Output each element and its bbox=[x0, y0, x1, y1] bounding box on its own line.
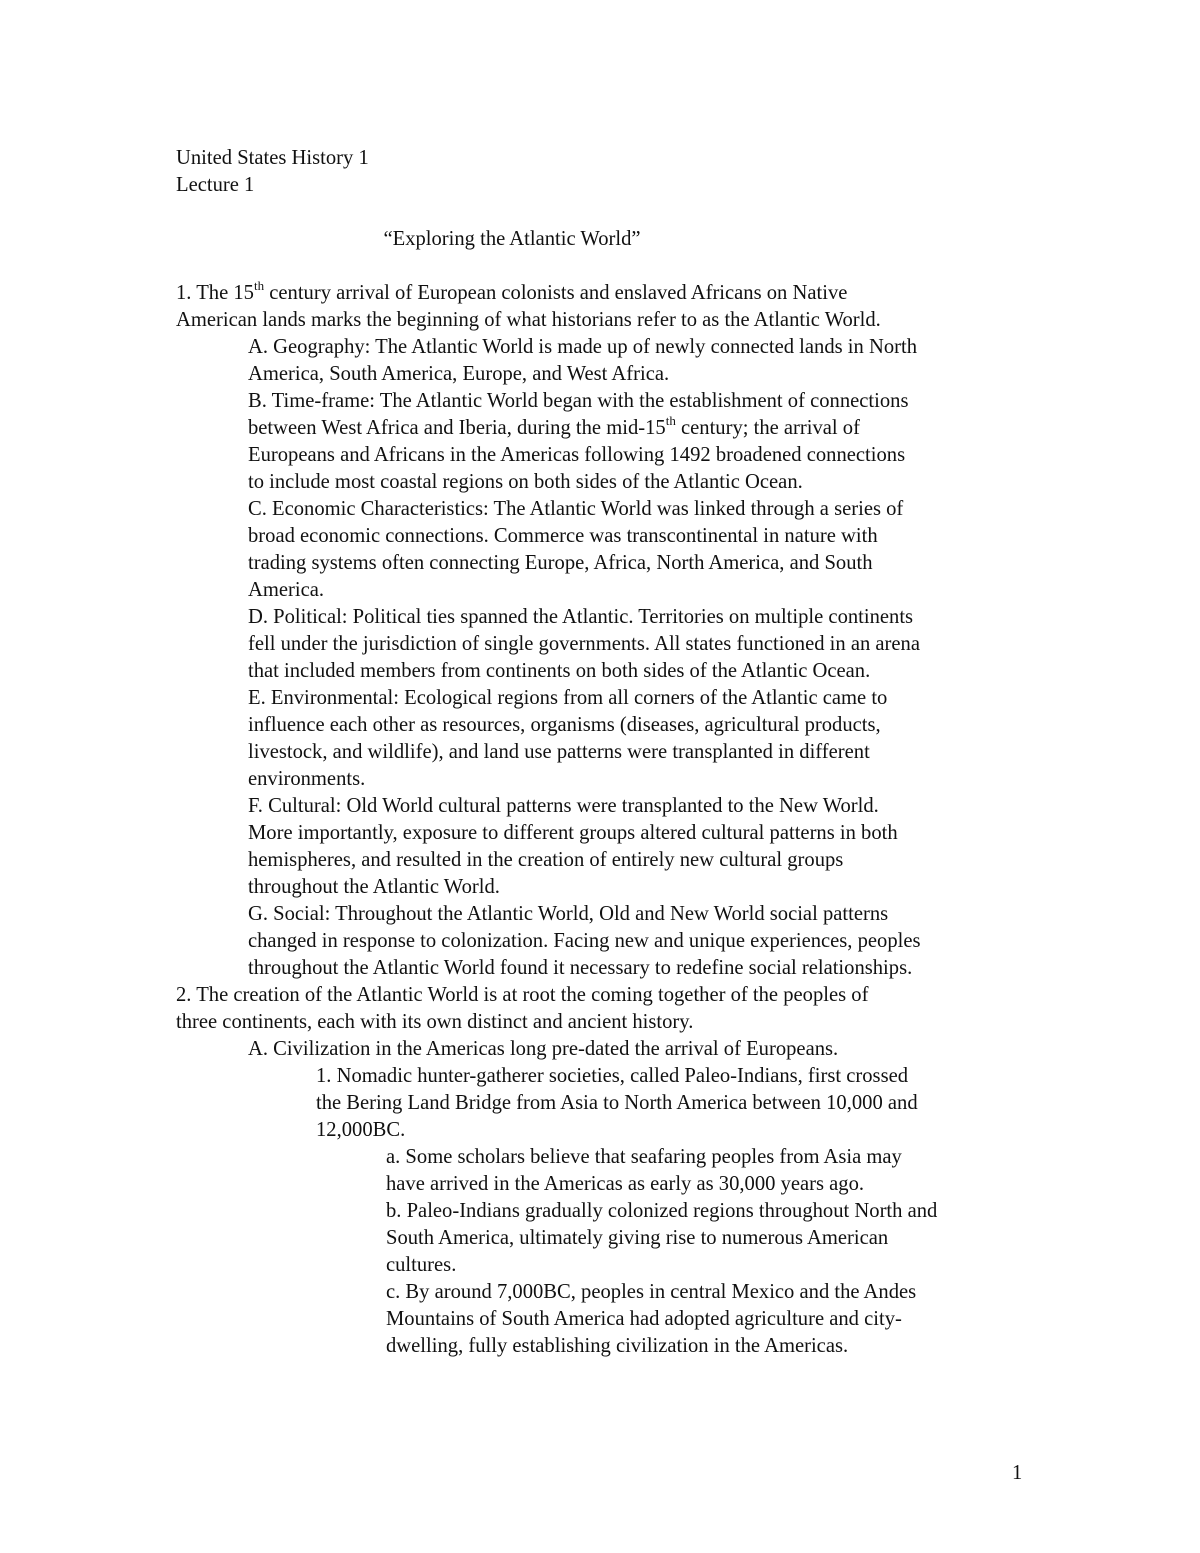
point-2-a-1-c-agriculture: c. By around 7,000BC, peoples in central Mexico and the Andes Mountains of South America had adopted agriculture and city- dwelling, fully establishing civilization in the Americas. bbox=[386, 1281, 917, 1357]
course-title: United States History 1 bbox=[176, 147, 369, 169]
point-1-f-cultural: F. Cultural: Old World cultural patterns were transplanted to the New World. More importantly, exposure to different groups altered cultural patterns in both hemispheres, and resulted in the creation of entirely new cultural groups throughout the Atlantic World. bbox=[248, 795, 898, 898]
point-2-a-1-paleo-indians: 1. Nomadic hunter-gatherer societies, called Paleo-Indians, first crossed the Bering Land Bridge from Asia to North America between 10,000 and 12,000BC. bbox=[316, 1065, 918, 1141]
point-1-d-political: D. Political: Political ties spanned the Atlantic. Territories on multiple continents fell under the jurisdiction of single governments. All states functioned in an arena that included members from continents on both sides of the Atlantic Ocean. bbox=[248, 606, 920, 682]
point-2-line: three continents, each with its own distinct and ancient history. bbox=[176, 1011, 694, 1033]
point-1-b-time-frame: B. Time-frame: The Atlantic World began with the establishment of connections between West Africa and Iberia, during the mid-15th century; the arrival of Europeans and Africans in the Americas following 1492 broadened connections to include most coastal regions on both sides of the Atlantic Ocean. bbox=[248, 390, 909, 493]
point-2-a-civilization: A. Civilization in the Americas long pre-dated the arrival of Europeans. bbox=[248, 1038, 839, 1060]
point-1-line: 1. The 15th century arrival of European colonists and enslaved Africans on Native bbox=[176, 278, 848, 304]
lecture-label: Lecture 1 bbox=[176, 174, 255, 196]
lecture-title: “Exploring the Atlantic World” bbox=[383, 228, 641, 250]
point-1-g-social: G. Social: Throughout the Atlantic World, Old and New World social patterns changed in response to colonization. Facing new and unique experiences, peoples throughout the Atlantic World found it necessary to redefine social relationships. bbox=[248, 903, 921, 979]
point-2-line: 2. The creation of the Atlantic World is at root the coming together of the peoples of bbox=[176, 984, 869, 1006]
page-number: 1 bbox=[1012, 1462, 1023, 1484]
point-2-a-1-a-seafaring: a. Some scholars believe that seafaring peoples from Asia may have arrived in the Americas as early as 30,000 years ago. bbox=[386, 1146, 902, 1195]
point-2 bbox=[176, 982, 1036, 1360]
point-2-a-1-b-colonized: b. Paleo-Indians gradually colonized regions throughout North and South America, ultimately giving rise to numerous American cultures. bbox=[386, 1200, 938, 1276]
point-1-a-geography: A. Geography: The Atlantic World is made up of newly connected lands in North America, South America, Europe, and West Africa. bbox=[248, 336, 918, 385]
lecture-notes bbox=[176, 145, 1036, 1360]
point-1-e-environmental: E. Environmental: Ecological regions from all corners of the Atlantic came to influence each other as resources, organisms (diseases, agricultural products, livestock, and wildlife), and land use patterns were transplanted in different environments. bbox=[248, 687, 888, 790]
point-1-c-economic: C. Economic Characteristics: The Atlantic World was linked through a series of broad economic connections. Commerce was transcontinental in nature with trading systems often connecting Europe, Africa, North America, and South America. bbox=[248, 498, 904, 601]
point-1 bbox=[176, 280, 1036, 982]
point-1-line: American lands marks the beginning of what historians refer to as the Atlantic World. bbox=[176, 309, 881, 331]
